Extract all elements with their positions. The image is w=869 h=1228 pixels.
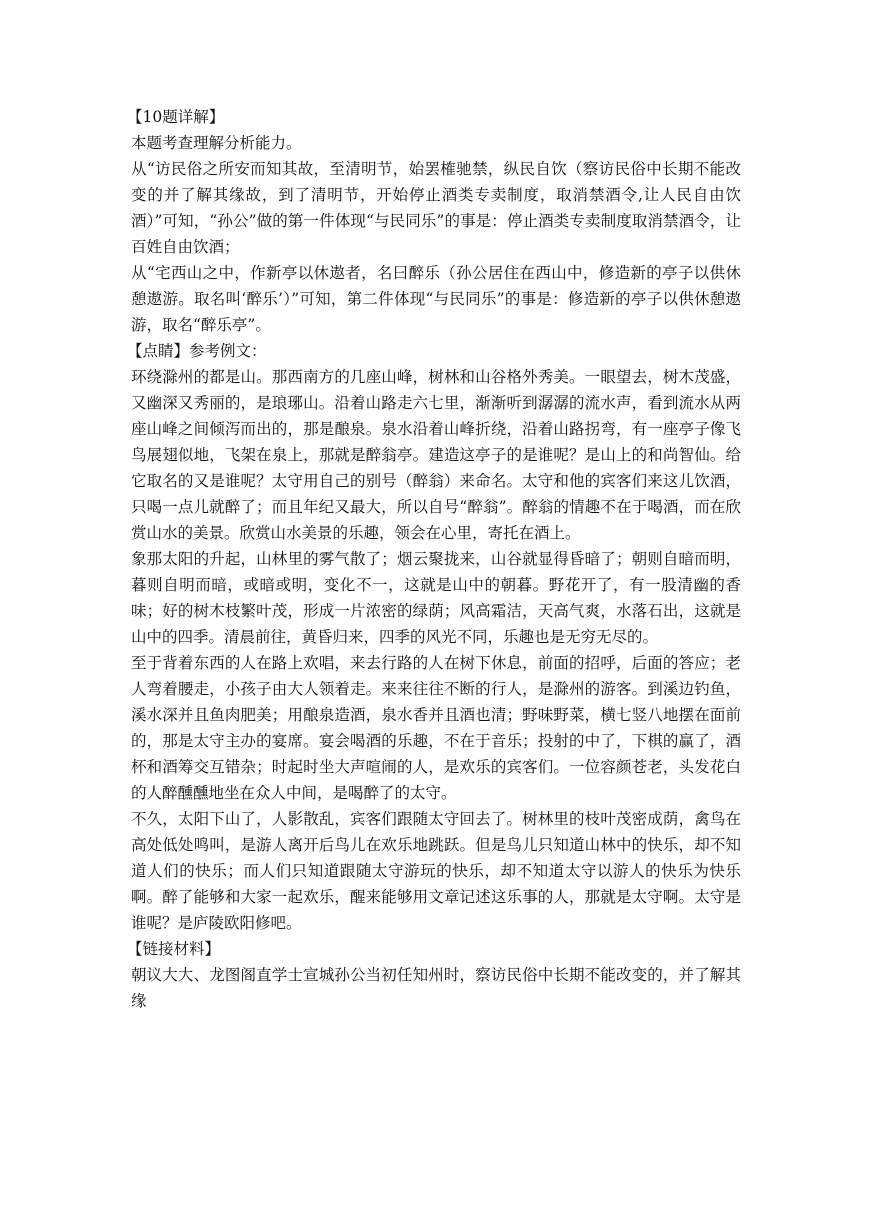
- section-heading-dianjing: 【点睛】参考例文：: [127, 342, 267, 360]
- section-heading-link-material: 【链接材料】: [127, 940, 221, 958]
- paragraph: 至于背着东西的人在路上欢唱，来去行路的人在树下休息，前面的招呼，后面的答应；老人弯着腰走，小孩子由大人领着走。来来往往不断的行人，是滁州的游客。到溪边钓鱼，溪水深并且鱼肉肥美；用酿泉造酒，泉水香并且酒也清；野味野菜，横七竖八地摆在面前的，那是太守主办的宴席。宴会喝酒的乐趣，不在于音乐；投射的中了，下棋的赢了，酒杯和酒筹交互错杂；时起时坐大声喧闹的人，是欢乐的宾客们。一位容颜苍老，头发花白的人醉醺醺地坐在众人中间，是喝醉了的太守。: [131, 654, 741, 802]
- paragraph: 不久，太阳下山了，人影散乱，宾客们跟随太守回去了。树林里的枝叶茂密成荫，禽鸟在高处低处鸣叫，是游人离开后鸟儿在欢乐地跳跃。但是鸟儿只知道山林中的快乐，却不知道人们的快乐；而人们只知道跟随太守游玩的快乐，却不知道太守以游人的快乐为快乐啊。醉了能够和大家一起欢乐，醒来能够用文章记述这乐事的人，那就是太守啊。太守是谁呢？是庐陵欧阳修吧。: [131, 810, 741, 932]
- paragraph: 环绕滁州的都是山。那西南方的几座山峰，树林和山谷格外秀美。一眼望去，树木茂盛，又幽深又秀丽的，是琅琊山。沿着山路走六七里，渐渐听到潺潺的流水声，看到流水从两座山峰之间倾泻而出的，那是酿泉。泉水沿着山峰折绕，沿着山路拐弯，有一座亭子像飞鸟展翅似地，飞架在泉上，那就是醉翁亭。建造这亭子的是谁呢？是山上的和尚智仙。给它取名的又是谁呢？太守用自己的别号（醉翁）来命名。太守和他的宾客们来这儿饮酒，只喝一点儿就醉了；而且年纪又最大，所以自号“醉翁”。醉翁的情趣不在于喝酒，而在欣赏山水的美景。欣赏山水美景的乐趣，领会在心里，寄托在酒上。: [131, 368, 741, 542]
- paragraph: 朝议大大、龙图阁直学士宣城孙公当初任知州时，察访民俗中长期不能改变的，并了解其缘: [131, 966, 741, 1010]
- document-page: [127, 104, 741, 1014]
- paragraph: 本题考查理解分析能力。: [131, 134, 302, 152]
- paragraph: 从“访民俗之所安而知其故，至清明节，始罢榷驰禁，纵民自饮（察访民俗中长期不能改变的并了解其缘故，到了清明节，开始停止酒类专卖制度，取消禁酒令,让人民自由饮酒）”可知，“孙公”做的第一件体现“与民同乐”的事是：停止酒类专卖制度取消禁酒令，让百姓自由饮酒；: [131, 160, 741, 256]
- paragraph: 象那太阳的升起，山林里的雾气散了；烟云聚拢来，山谷就显得昏暗了；朝则自暗而明，暮则自明而暗，或暗或明，变化不一，这就是山中的朝暮。野花开了，有一股清幽的香味；好的树木枝繁叶茂，形成一片浓密的绿荫；风高霜洁，天高气爽，水落石出，这就是山中的四季。清晨前往，黄昏归来，四季的风光不同，乐趣也是无穷无尽的。: [131, 550, 741, 646]
- paragraph: 从“宅西山之中，作新亭以休遨者，名曰醉乐（孙公居住在西山中，修造新的亭子以供休憩遨游。取名叫‘醉乐’）”可知，第二件体现“与民同乐”的事是：修造新的亭子以供休憩遨游，取名“醉乐亭”。: [131, 264, 741, 334]
- section-heading-10: 【10题详解】: [127, 108, 225, 126]
